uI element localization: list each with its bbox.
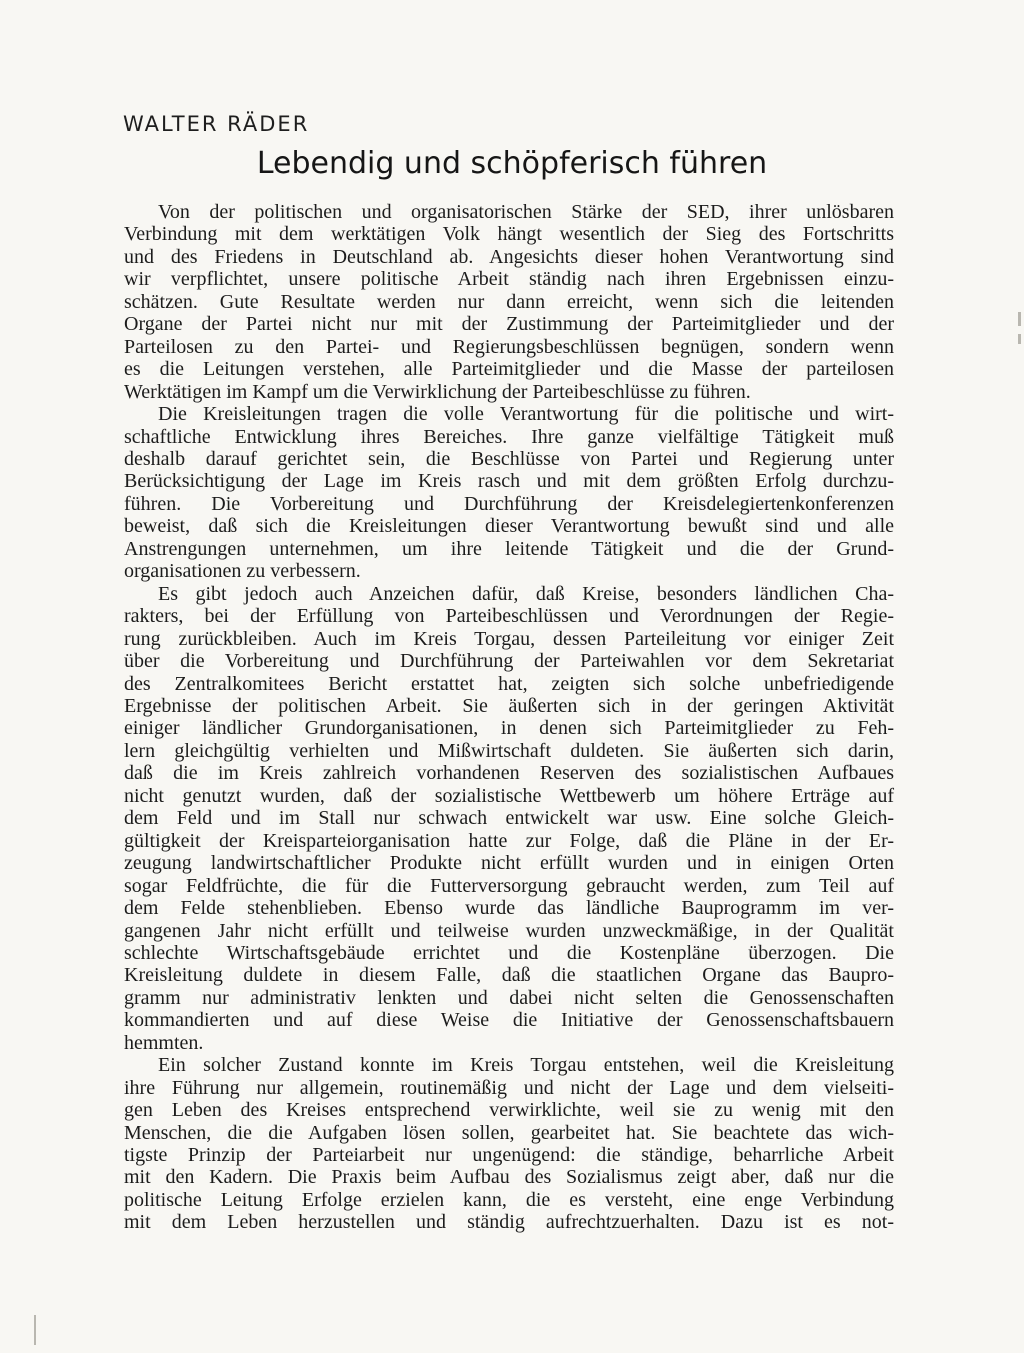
text-line: sogar Feldfrüchte, die für die Futterversorgung gebraucht werden, zum Teil auf <box>124 874 894 897</box>
text-line: Parteilosen zu den Partei- und Regierungsbeschlüssen begnügen, sondern wenn <box>124 335 894 358</box>
text-line: Kreisleitung duldete in diesem Falle, daß die staatlichen Organe das Baupro- <box>124 964 894 987</box>
text-line: schaftliche Entwicklung ihres Bereiches. Ihre ganze vielfältige Tätigkeit muß <box>124 425 894 448</box>
text-line: Verbindung mit dem werktätigen Volk hängt wesentlich der Sieg des Fortschritts <box>124 223 894 246</box>
article-body <box>124 201 894 1234</box>
scan-artifact <box>1018 334 1021 344</box>
text-line: schätzen. Gute Resultate werden nur dann erreicht, wenn sich die leitenden <box>124 290 894 313</box>
text-line: dem Felde stehenblieben. Ebenso wurde das ländliche Bauprogramm im ver- <box>124 897 894 920</box>
text-line: lern gleichgültig verhielten und Mißwirtschaft duldeten. Sie äußerten sich darin, <box>124 739 894 762</box>
text-line: rakters, bei der Erfüllung von Parteibeschlüssen und Verordnungen der Regie- <box>124 605 894 628</box>
text-line: Werktätigen im Kampf um die Verwirklichung der Parteibeschlüsse zu führen. <box>124 380 751 403</box>
scan-artifact <box>1018 312 1021 326</box>
paragraph <box>124 403 894 583</box>
text-line: dem Feld und im Stall nur schwach entwickelt war usw. Eine solche Gleich- <box>124 807 894 830</box>
text-line: Ein solcher Zustand konnte im Kreis Torgau entstehen, weil die Kreisleitung <box>158 1054 894 1077</box>
text-line: politische Leitung Erfolge erzielen kann, die es versteht, eine enge Verbindung <box>124 1188 894 1211</box>
text-line: Anstrengungen unternehmen, um ihre leitende Tätigkeit und die der Grund- <box>124 537 894 560</box>
text-line: gangenen Jahr nicht erfüllt und teilweise wurden unzweckmäßige, in der Qualität <box>124 919 894 942</box>
article-title: Lebendig und schöpferisch führen <box>256 146 768 181</box>
text-line: kommandierten und auf diese Weise die Initiative der Genossenschaftsbauern <box>124 1009 894 1032</box>
text-line: deshalb darauf gerichtet sein, die Beschlüsse von Partei und Regierung unter <box>124 447 894 470</box>
text-line: gen Leben des Kreises entsprechend verwirklichte, weil sie zu wenig mit den <box>124 1099 894 1122</box>
text-line: nicht genutzt wurden, daß der sozialistische Wettbewerb um höhere Erträge auf <box>124 784 894 807</box>
text-line: führen. Die Vorbereitung und Durchführung der Kreisdelegiertenkonferenzen <box>124 492 894 515</box>
text-line: es die Leitungen verstehen, alle Parteimitglieder und die Masse der parteilosen <box>124 358 894 381</box>
text-line: mit dem Leben herzustellen und ständig aufrechtzuerhalten. Dazu ist es not- <box>124 1211 894 1234</box>
text-line: über die Vorbereitung und Durchführung der Parteiwahlen vor dem Sekretariat <box>124 650 894 673</box>
text-line: Die Kreisleitungen tragen die volle Verantwortung für die politische und wirt- <box>158 403 894 426</box>
text-line: schlechte Wirtschaftsgebäude errichtet und die Kostenpläne überzogen. Die <box>124 941 894 964</box>
text-line: Berücksichtigung der Lage im Kreis rasch und mit dem größten Erfolg durchzu- <box>124 470 894 493</box>
author-name: WALTER RÄDER <box>123 112 310 136</box>
text-line: daß die im Kreis zahlreich vorhandenen Reserven des sozialistischen Aufbaues <box>124 762 894 785</box>
text-line: einiger ländlicher Grundorganisationen, in denen sich Parteimitglieder zu Feh- <box>124 717 894 740</box>
text-line: rung zurückbleiben. Auch im Kreis Torgau, dessen Parteileitung vor einiger Zeit <box>124 627 894 650</box>
text-line: des Zentralkomitees Bericht erstattet hat, zeigten sich solche unbefriedigende <box>124 672 894 695</box>
text-line: hemmten. <box>124 1031 204 1054</box>
text-line: zeugung landwirtschaftlicher Produkte nicht erfüllt wurden und in einigen Orten <box>124 852 894 875</box>
text-line: Organe der Partei nicht nur mit der Zustimmung der Parteimitglieder und der <box>124 313 894 336</box>
text-line: ihre Führung nur allgemein, routinemäßig und nicht der Lage und dem vielseiti- <box>124 1076 894 1099</box>
paragraph <box>124 1054 894 1234</box>
text-line: gültigkeit der Kreisparteiorganisation hatte zur Folge, daß die Pläne in der Er- <box>124 829 894 852</box>
text-line: beweist, daß sich die Kreisleitungen dieser Verantwortung bewußt sind und alle <box>124 515 894 538</box>
text-line: und des Friedens in Deutschland ab. Angesichts dieser hohen Verantwortung sind <box>124 245 894 268</box>
text-line: Es gibt jedoch auch Anzeichen dafür, daß Kreise, besonders ländlichen Cha- <box>158 582 894 605</box>
scan-artifact <box>34 1315 36 1345</box>
paragraph <box>124 583 894 1055</box>
text-line: Ergebnisse der politischen Arbeit. Sie äußerten sich in der geringen Aktivität <box>124 694 894 717</box>
text-line: Menschen, die die Aufgaben lösen sollen, gearbeitet hat. Sie beachtete das wich- <box>124 1121 894 1144</box>
text-line: mit den Kadern. Die Praxis beim Aufbau des Sozialismus zeigt aber, daß nur die <box>124 1166 894 1189</box>
text-line: gramm nur administrativ lenkten und dabei nicht selten die Genossenschaften <box>124 986 894 1009</box>
text-line: Von der politischen und organisatorischen Stärke der SED, ihrer unlösbaren <box>158 201 894 223</box>
text-line: organisationen zu verbessern. <box>124 560 361 583</box>
paragraph <box>124 201 894 403</box>
text-line: tigste Prinzip der Parteiarbeit nur ungenügend: die ständige, beharrliche Arbeit <box>124 1144 894 1167</box>
text-line: wir verpflichtet, unsere politische Arbeit ständig nach ihren Ergebnissen einzu- <box>124 268 894 291</box>
